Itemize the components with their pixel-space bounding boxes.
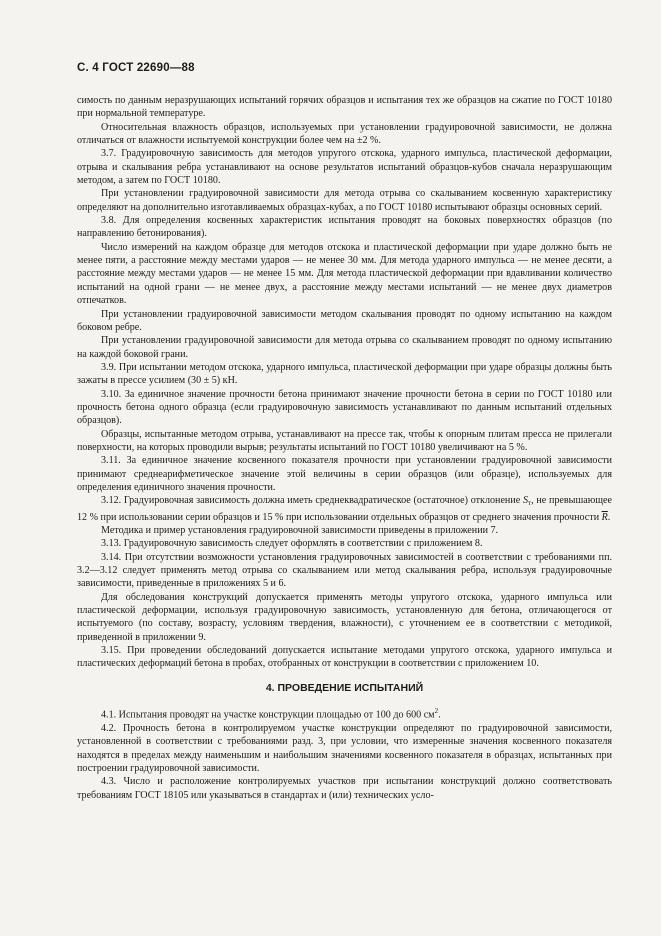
section-heading: 4. ПРОВЕДЕНИЕ ИСПЫТАНИЙ [265, 681, 424, 694]
paragraph-3-12 [77, 494, 612, 524]
paragraph: При установлении градуировочной зависимости для метода отрыва со скалыванием косвенную характеристику определяют на дополнительно изготавливаемых образцах-кубах, а по ГОСТ 10180 испытывают образцы основных серий. [77, 188, 612, 213]
paragraph-3-12-end: . [607, 511, 611, 523]
paragraph: Методика и пример установления градуировочной зависимости приведены в приложении 7. [101, 525, 499, 536]
paragraph-3-12-text-b: , не превышающее 12 % при использовании серии образцов и 15 % при использовании отдельных образцов от среднего значения прочности [77, 495, 612, 523]
paragraph-4-1-end: . [438, 709, 441, 721]
paragraph: Относительная влажность образцов, используемых при установлении градуировочной зависимости, не должна отличаться от влажности испытуемой конструкции более чем на ±2 %. [77, 121, 612, 147]
paragraph: симость по данным неразрушающих испытаний горячих образцов и испытания тех же образцов на сжатие по ГОСТ 10180 при нормальной температуре. [77, 95, 612, 120]
paragraph: Число измерений на каждом образце для методов отскока и пластической деформации при ударе должно быть не менее пяти, а расстояние между местами ударов — не менее 30 мм. Для метода ударного импульса — не менее десяти, а расстояние между местами ударов — не менее 15 мм. Для метода пластической деформации при вдавливании количество испытаний на одной грани — не менее двух, а расстояние между местами испытаний — не менее двух диаметров отпечатков. [77, 241, 612, 307]
paragraph: 4.2. Прочность бетона в контролируемом участке конструкции определяют по градуировочной зависимости, установленной в соответствии с требованиями разд. 3, при условии, что измеренные значения косвенного показателя находятся в пределах между наименьшим и наибольшим значениями косвенного показателя в образцах, испытанных при построении градуировочной зависимости. [77, 722, 612, 774]
r-bar-symbol: $\overline{R}$ [601, 511, 608, 523]
paragraph: 3.14. При отсутствии возможности установления градуировочных зависимостей в соответствии с требованиями пп. 3.2—3.12 следует применять метод отрыва со скалыванием или метод скалывания ребра, используя градуировочные зависимости, приведенные в приложениях 5 и 6. [77, 551, 612, 590]
paragraph: 3.7. Градуировочную зависимость для методов упругого отскока, ударного импульса, пластической деформации, отрыва и скалывания ребра устанавливают на основе результатов испытаний образцов-кубов сначала неразрушающим методом, а затем по ГОСТ 10180. [77, 148, 612, 187]
paragraph-4-1 [77, 705, 612, 722]
paragraph: 3.8. Для определения косвенных характеристик испытания проводят на боковых поверхностях образцов (по направлению бетонирования). [77, 215, 612, 240]
page-header: С. 4 ГОСТ 22690—88 [77, 62, 195, 74]
st-symbol: S [522, 495, 529, 507]
paragraph-4-1-text: 4.1. Испытания проводят на участке конструкции площадью от 100 до 600 см [101, 709, 435, 721]
paragraph: 3.9. При испытании методом отскока, ударного импульса, пластической деформации при ударе образцы должны быть зажаты в прессе усилием (30 ± 5) кН. [77, 361, 612, 387]
paragraph-3-12-text-a: 3.12. Градуировочная зависимость должна иметь среднеквадратическое (остаточное) отклонение [101, 495, 523, 507]
paragraph: 3.15. При проведении обследований допускается испытание методами упругого отскока, ударного импульса и пластических деформаций бетона в пробах, отобранных от конструкции в соответствии с приложением 10. [77, 645, 612, 670]
document-body [77, 94, 612, 802]
paragraph: Образцы, испытанные методом отрыва, устанавливают на прессе так, чтобы к опорным плитам пресса не прилегали поверхности, на которых проводили вырыв; результаты испытаний по ГОСТ 10180 увеличивают на 5 %. [77, 428, 612, 453]
paragraph: 4.3. Число и расположение контролируемых участков при испытании конструкций должно соответствовать требованиям ГОСТ 18105 или указываться в стандартах и (или) технических усло- [77, 776, 612, 801]
paragraph: 3.10. За единичное значение прочности бетона принимают значение прочности бетона в серии по ГОСТ 10180 или прочность бетона одного образца (если градуировочную зависимость устанавливают по данным испытаний отдельных образцов). [77, 388, 612, 427]
paragraph: 3.13. Градуировочную зависимость следует оформлять в соответствии с приложением 8. [101, 538, 483, 550]
paragraph: 3.11. За единичное значение косвенного показателя прочности при установлении градуировочной зависимости принимают среднеарифметическое значение этой величины в серии образцов (или образце), используемых для определения единичного значения прочности. [77, 455, 612, 493]
paragraph: При установлении градуировочной зависимости методом скалывания проводят по одному испытанию на каждом боковом ребре. [77, 308, 612, 333]
paragraph: При установлении градуировочной зависимости для метода отрыва со скалыванием проводят по одному испытанию на каждой боковой грани. [77, 335, 612, 360]
paragraph: Для обследования конструкций допускается применять методы упругого отскока, ударного импульса или пластической деформации, используя градуировочную зависимость, установленную для бетона, отличающегося от испытуемого (по составу, возрасту, условиям твердения, влажности), с уточнением ее в соответствии с методикой, приведенной в приложении 9. [77, 591, 612, 643]
superscript: 2 [434, 707, 439, 716]
st-subscript: т [528, 499, 532, 508]
